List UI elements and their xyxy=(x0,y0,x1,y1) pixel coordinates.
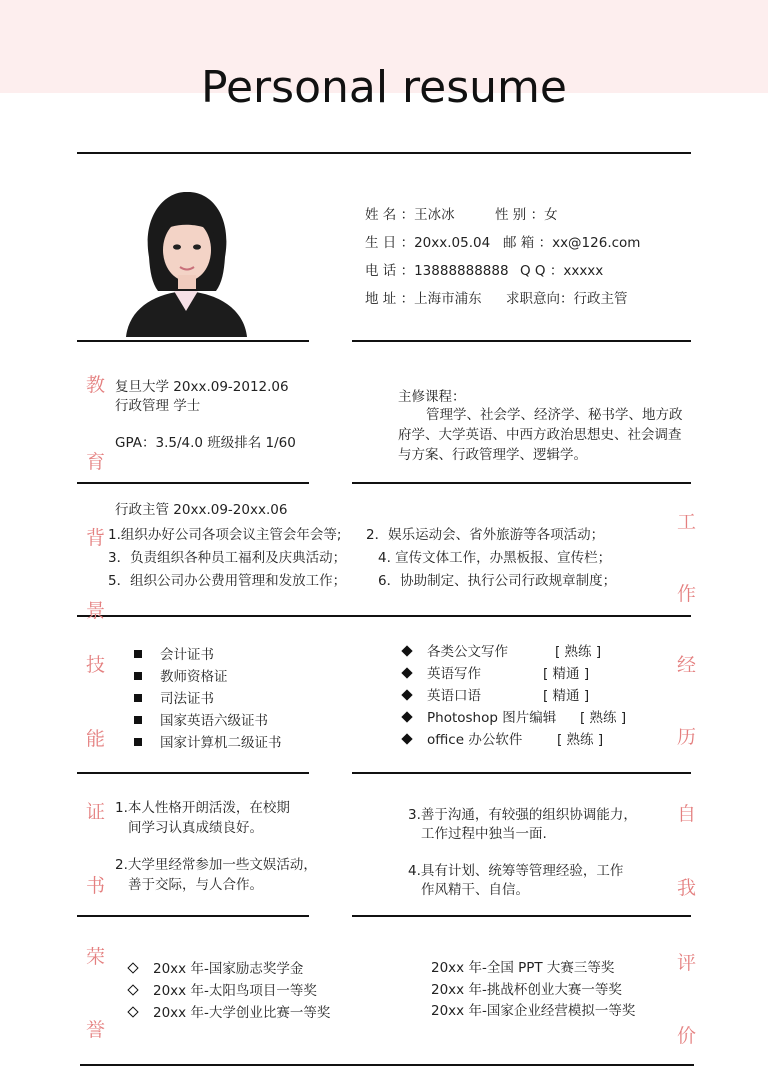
diamond-bullet-icon xyxy=(401,667,412,678)
work-duty-5: 5．组织公司办公费用管理和发放工作； xyxy=(108,573,347,589)
skill-item: office 办公软件 xyxy=(403,731,522,749)
label-background-1: 背 xyxy=(86,527,106,549)
self-eval-3a: 3.善于沟通，有较强的组织协调能力， xyxy=(408,807,637,823)
divider-right-1 xyxy=(352,340,691,342)
work-duty-3: 3．负责组织各种员工福利及庆典活动； xyxy=(108,550,347,566)
profile-qq: Q Q ：xxxxx xyxy=(520,263,604,279)
work-duty-1: 1.组织办好公司各项会议主管会年会等; xyxy=(108,527,342,543)
label-work-2: 作 xyxy=(677,583,697,605)
skill-level: [ 精通 ] xyxy=(543,688,590,704)
honor-item: 20xx 年-太阳鸟项目一等奖 xyxy=(129,982,317,1000)
profile-phone: 电 话 ：13888888888 xyxy=(365,263,509,279)
square-bullet-icon xyxy=(134,716,142,724)
skill-level: [ 熟练 ] xyxy=(555,644,602,660)
skill-item: 各类公文写作 xyxy=(403,643,508,661)
label-cert-2: 书 xyxy=(86,875,106,897)
honor-item: 20xx 年-国家励志奖学金 xyxy=(129,960,303,978)
profile-email: 邮 箱 ：xx@126.com xyxy=(503,235,641,251)
skill-item: 英语口语 xyxy=(403,687,481,705)
page-title: Personal resume xyxy=(201,62,567,113)
hollow-diamond-bullet-icon xyxy=(127,1006,138,1017)
label-skill-1: 技 xyxy=(86,654,106,676)
divider-right-4 xyxy=(352,772,691,774)
divider-bottom xyxy=(80,1064,694,1066)
honor-item-right: 20xx 年-国家企业经营模拟一等奖 xyxy=(431,1003,636,1019)
diamond-bullet-icon xyxy=(401,645,412,656)
label-education-2: 育 xyxy=(86,451,106,473)
label-background-2: 景 xyxy=(86,600,106,622)
label-self-4: 价 xyxy=(677,1025,697,1047)
divider-right-2 xyxy=(352,482,691,484)
label-honor-2: 誉 xyxy=(86,1019,106,1041)
hollow-diamond-bullet-icon xyxy=(127,984,138,995)
profile-birth: 生 日 ：20xx.05.04 xyxy=(365,235,491,251)
profile-name: 姓 名 ：王冰冰 xyxy=(365,207,455,223)
hollow-diamond-bullet-icon xyxy=(127,962,138,973)
cert-item: 会计证书 xyxy=(134,646,214,664)
label-education-1: 教 xyxy=(86,374,106,396)
divider-left-1 xyxy=(77,340,309,342)
cert-item: 司法证书 xyxy=(134,690,214,708)
label-self-1: 自 xyxy=(677,803,697,825)
work-position: 行政主管 20xx.09-20xx.06 xyxy=(115,502,288,518)
profile-intent: 求职意向：行政主管 xyxy=(506,291,628,307)
profile-address: 地 址 ：上海市浦东 xyxy=(365,291,482,307)
self-eval-2a: 2.大学里经常参加一些文娱活动， xyxy=(115,857,317,873)
edu-courses-title: 主修课程： xyxy=(398,389,466,405)
square-bullet-icon xyxy=(134,672,142,680)
profile-photo xyxy=(124,187,249,337)
divider-right-5 xyxy=(352,915,691,917)
cert-item: 国家英语六级证书 xyxy=(134,712,268,730)
diamond-bullet-icon xyxy=(401,689,412,700)
divider-left-4 xyxy=(77,772,309,774)
label-honor-1: 荣 xyxy=(86,946,106,968)
skill-level: [ 熟练 ] xyxy=(557,732,604,748)
label-self-3: 评 xyxy=(677,952,697,974)
edu-school: 复旦大学 20xx.09-2012.06 xyxy=(115,379,289,395)
diamond-bullet-icon xyxy=(401,711,412,722)
diamond-bullet-icon xyxy=(401,733,412,744)
cert-item: 教师资格证 xyxy=(134,668,228,686)
square-bullet-icon xyxy=(134,650,142,658)
divider-top xyxy=(77,152,691,154)
square-bullet-icon xyxy=(134,738,142,746)
label-work-3: 经 xyxy=(677,654,697,676)
honor-item-right: 20xx 年-挑战杯创业大赛一等奖 xyxy=(431,982,622,998)
self-eval-4a: 4.具有计划、统筹等管理经验，工作 xyxy=(408,863,624,879)
work-duty-2: 2．娱乐运动会、省外旅游等各项活动； xyxy=(366,527,605,543)
skill-level: [ 熟练 ] xyxy=(580,710,627,726)
label-cert-1: 证 xyxy=(86,801,106,823)
divider-left-2 xyxy=(77,482,309,484)
work-duty-4: 4. 宣传文体工作，办黑板报、宣传栏； xyxy=(378,550,612,566)
divider-full-3 xyxy=(77,615,691,617)
label-self-2: 我 xyxy=(677,877,697,899)
label-work-4: 历 xyxy=(677,726,697,748)
label-skill-2: 能 xyxy=(86,728,106,750)
self-eval-1b: 间学习认真成绩良好。 xyxy=(128,820,263,836)
divider-left-5 xyxy=(77,915,309,917)
honor-item: 20xx 年-大学创业比赛一等奖 xyxy=(129,1004,330,1022)
profile-gender: 性 别 ：女 xyxy=(495,207,558,223)
self-eval-2b: 善于交际，与人合作。 xyxy=(128,877,263,893)
edu-gpa: GPA：3.5/4.0 班级排名 1/60 xyxy=(115,435,296,451)
edu-courses: 管理学、社会学、经济学、秘书学、地方政府学、大学英语、中西方政治思想史、社会调查与方案、行政管理学、逻辑学。 xyxy=(398,407,683,463)
honor-item-right: 20xx 年-全国 PPT 大赛三等奖 xyxy=(431,960,615,976)
edu-major: 行政管理 学士 xyxy=(115,398,201,414)
label-work-1: 工 xyxy=(677,511,697,533)
skill-item: Photoshop 图片编辑 xyxy=(403,709,556,727)
skill-level: [ 精通 ] xyxy=(543,666,590,682)
self-eval-4b: 作风精干、自信。 xyxy=(421,882,529,898)
self-eval-1a: 1.本人性格开朗活泼，在校期 xyxy=(115,800,290,816)
skill-item: 英语写作 xyxy=(403,665,481,683)
cert-item: 国家计算机二级证书 xyxy=(134,734,282,752)
square-bullet-icon xyxy=(134,694,142,702)
self-eval-3b: 工作过程中独当一面. xyxy=(421,826,547,842)
work-duty-6: 6．协助制定、执行公司行政规章制度； xyxy=(378,573,617,589)
